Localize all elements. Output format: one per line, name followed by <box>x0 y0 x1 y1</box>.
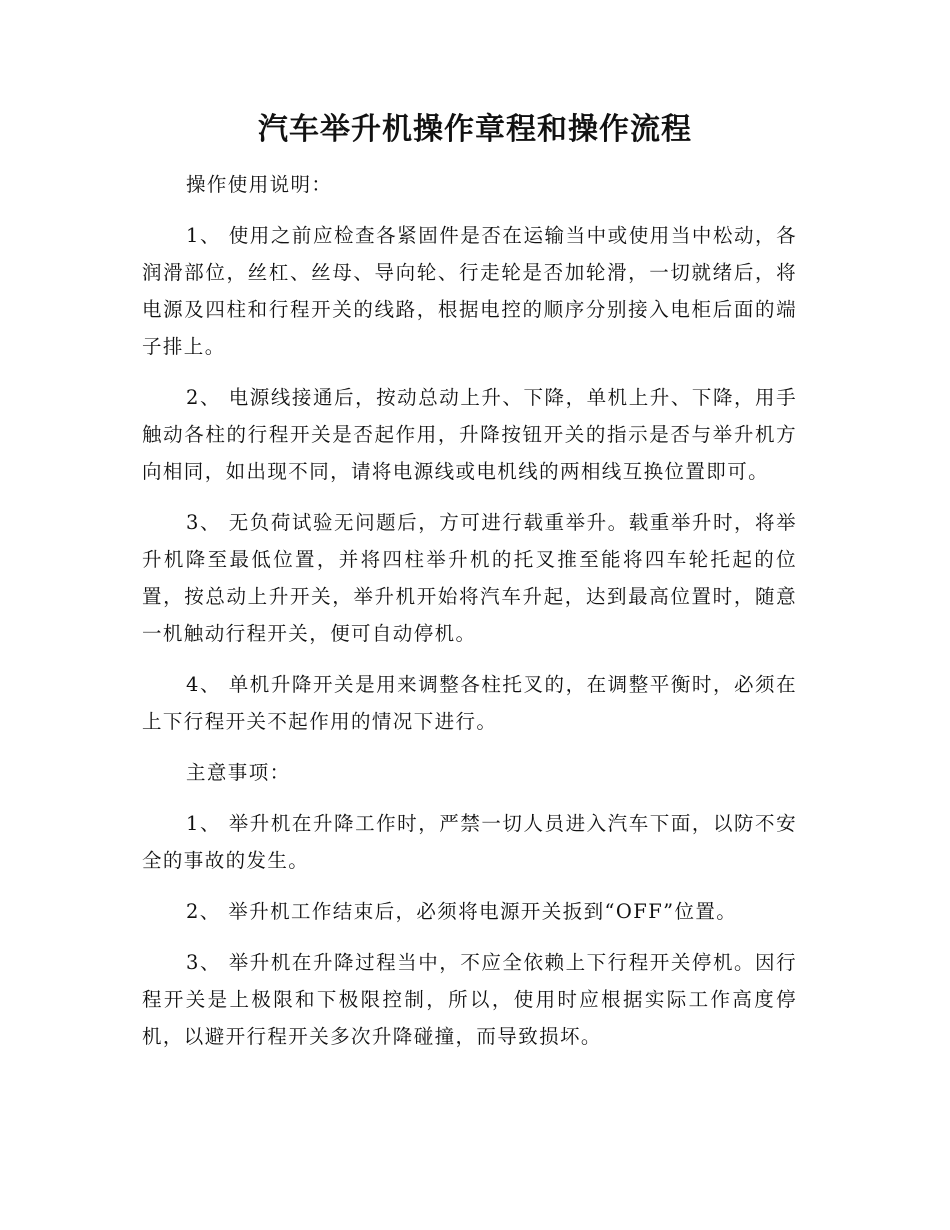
usage-item-3: 3、 无负荷试验无问题后，方可进行载重举升。载重举升时，将举升机降至最低位置，并将四柱举升机的托叉推至能将四车轮托起的位置，按总动上升开关，举升机开始将汽车升起，达到最高位置时，随意一机触动行程开关，便可自动停机。 <box>142 511 797 645</box>
usage-item-4: 4、 单机升降开关是用来调整各柱托叉的，在调整平衡时，必须在上下行程开关不起作用的情况下进行。 <box>142 673 797 733</box>
usage-item-1: 1、 使用之前应检查各紧固件是否在运输当中或使用当中松动，各润滑部位，丝杠、丝母、导向轮、行走轮是否加轮滑，一切就绪后，将电源及四柱和行程开关的线路，根据电控的顺序分别接入电柜后面的端子排上。 <box>142 224 797 358</box>
notes-item-1: 1、 举升机在升降工作时，严禁一切人员进入汽车下面，以防不安全的事故的发生。 <box>142 812 797 872</box>
document-title: 汽车举升机操作章程和操作流程 <box>258 112 692 147</box>
notes-item-3: 3、 举升机在升降过程当中，不应全依赖上下行程开关停机。因行程开关是上极限和下极限控制，所以，使用时应根据实际工作高度停机，以避开行程开关多次升降碰撞，而导致损坏。 <box>142 951 797 1048</box>
usage-item-2: 2、 电源线接通后，按动总动上升、下降，单机上升、下降，用手触动各柱的行程开关是否起作用，升降按钮开关的指示是否与举升机方向相同，如出现不同，请将电源线或电机线的两相线互换位置即可。 <box>142 386 797 483</box>
document-body <box>142 166 797 1069</box>
notes-heading: 主意事项： <box>186 761 291 784</box>
notes-item-2: 2、 举升机工作结束后，必须将电源开关扳到“OFF”位置。 <box>186 900 738 923</box>
usage-heading: 操作使用说明： <box>186 173 333 196</box>
